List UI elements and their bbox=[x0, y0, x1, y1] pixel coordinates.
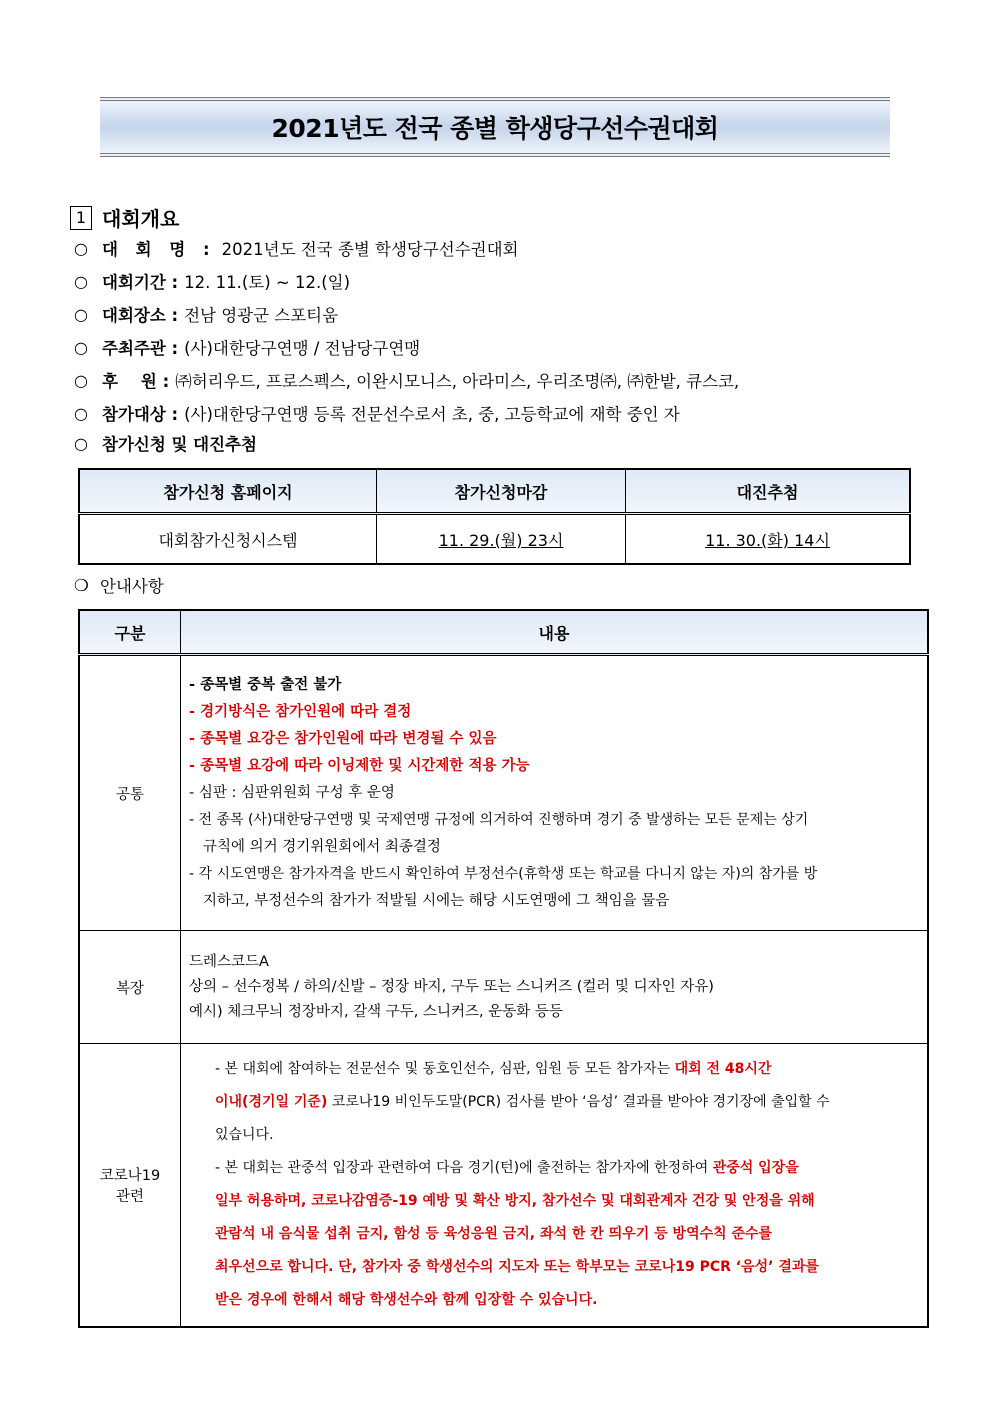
cell-draw bbox=[626, 514, 911, 565]
section-heading bbox=[70, 203, 179, 232]
guide-table bbox=[78, 609, 929, 1328]
corona-category-line: 코로나19 bbox=[99, 1167, 161, 1184]
dress-line: 예시) 체크무늬 정장바지, 갈색 구두, 스니커즈, 운동화 등등 bbox=[189, 1003, 563, 1020]
circle-bullet-icon: ○ bbox=[74, 337, 88, 357]
header-deadline: 참가신청마감 bbox=[377, 469, 626, 514]
content-dress bbox=[181, 931, 929, 1044]
cell-homepage: 대회참가신청시스템 bbox=[79, 514, 377, 565]
corona-line: 받은 경우에 한해서 해당 학생선수와 함께 입장할 수 있습니다. bbox=[215, 1291, 598, 1308]
info-value: (사)대한당구연맹 등록 전문선수로서 초, 중, 고등학교에 재학 중인 자 bbox=[184, 405, 680, 424]
common-line: - 종목별 중복 출전 불가 bbox=[189, 676, 342, 693]
corona-text: - 본 대회에 참여하는 전문선수 및 동호인선수, 심판, 임원 등 모든 참가자는 bbox=[215, 1060, 675, 1077]
info-row-host bbox=[74, 335, 420, 359]
category-common: 공통 bbox=[79, 655, 181, 931]
corona-line: 최우선으로 합니다. 단, 참가자 중 학생선수의 지도자 또는 학부모는 코로나19 PCR ‘음성’ 결과를 bbox=[215, 1258, 819, 1275]
header-homepage: 참가신청 홈페이지 bbox=[79, 469, 377, 514]
cell-deadline bbox=[377, 514, 626, 565]
common-line: - 경기방식은 참가인원에 따라 결정 bbox=[189, 703, 412, 720]
corona-line: 일부 허용하며, 코로나감염증-19 예방 및 확산 방지, 참가선수 및 대회관계자 건강 및 안정을 위해 bbox=[215, 1192, 815, 1209]
corona-highlight: 관중석 입장을 bbox=[712, 1159, 799, 1176]
circle-bullet-icon: ○ bbox=[74, 238, 88, 258]
corona-line: 있습니다. bbox=[215, 1126, 274, 1143]
application-table bbox=[78, 468, 911, 565]
circle-bullet-icon: ○ bbox=[74, 304, 88, 324]
document-title: 2021년도 전국 종별 학생당구선수권대회 bbox=[271, 114, 719, 143]
corona-text: 코로나19 비인두도말(PCR) 검사를 받아 ‘음성’ 결과를 받아야 경기장에 출입할 수 bbox=[327, 1093, 830, 1110]
info-value: (사)대한당구연맹 / 전남당구연맹 bbox=[184, 339, 421, 358]
info-value: 12. 11.(토) ~ 12.(일) bbox=[184, 273, 351, 292]
common-line: - 전 종목 (사)대한당구연맹 및 국제연맹 규정에 의거하여 진행하며 경기 중 발생하는 모든 문제는 상기 bbox=[189, 811, 809, 828]
dress-line: 상의 – 선수정복 / 하의/신발 – 정장 바지, 구두 또는 스니커즈 (컬러 및 디자인 자유) bbox=[189, 978, 714, 995]
corona-line bbox=[189, 1086, 919, 1119]
info-label: 참가대상 : bbox=[102, 405, 179, 424]
title-banner bbox=[100, 97, 890, 157]
circle-bullet-icon: ○ bbox=[74, 433, 88, 453]
header-category: 구분 bbox=[79, 610, 181, 655]
info-row-period bbox=[74, 269, 350, 293]
info-row-application bbox=[74, 431, 257, 455]
hollow-bullet-icon: ❍ bbox=[74, 575, 89, 595]
dress-line: 드레스코드A bbox=[189, 953, 269, 970]
corona-highlight: 이내(경기일 기준) bbox=[215, 1093, 328, 1110]
section-number: 1 bbox=[70, 206, 92, 230]
info-label: 주최주관 : bbox=[102, 339, 179, 358]
draw-text: 11. 30.(화) 14시 bbox=[705, 530, 830, 550]
info-row-name bbox=[74, 236, 518, 260]
deadline-text: 11. 29.(월) 23시 bbox=[438, 530, 564, 550]
info-label: 대회기간 : bbox=[102, 273, 179, 292]
guide-heading bbox=[74, 573, 164, 597]
category-corona bbox=[79, 1044, 181, 1327]
info-label: 후 원 : bbox=[102, 372, 170, 391]
common-line: 지하고, 부정선수의 참가가 적발될 시에는 해당 시도연맹에 그 책임을 물음 bbox=[203, 892, 670, 909]
info-label: 대회장소 : bbox=[102, 306, 179, 325]
info-value: 2021년도 전국 종별 학생당구선수권대회 bbox=[221, 240, 519, 259]
info-value: 전남 영광군 스포티움 bbox=[184, 306, 339, 325]
info-label: 참가신청 및 대진추첨 bbox=[102, 435, 257, 454]
header-draw: 대진추첨 bbox=[626, 469, 911, 514]
info-row-venue bbox=[74, 302, 338, 326]
corona-line: 관람석 내 음식물 섭취 금지, 함성 등 육성응원 금지, 좌석 한 칸 띄우기 등 방역수칙 준수를 bbox=[215, 1225, 773, 1242]
info-row-sponsor bbox=[74, 368, 739, 392]
content-common bbox=[181, 655, 929, 931]
content-corona bbox=[181, 1044, 929, 1327]
corona-category-line: 관련 bbox=[115, 1188, 144, 1205]
guide-heading-text: 안내사항 bbox=[100, 577, 164, 596]
section-title: 대회개요 bbox=[102, 207, 180, 231]
common-line: - 각 시도연맹은 참가자격을 반드시 확인하여 부정선수(휴학생 또는 학교를 다니지 않는 자)의 참가를 방 bbox=[189, 865, 818, 882]
corona-line bbox=[189, 1152, 919, 1185]
common-line: - 종목별 요강은 참가인원에 따라 변경될 수 있음 bbox=[189, 730, 497, 747]
circle-bullet-icon: ○ bbox=[74, 271, 88, 291]
circle-bullet-icon: ○ bbox=[74, 370, 88, 390]
common-line: - 심판 : 심판위원회 구성 후 운영 bbox=[189, 784, 395, 801]
info-row-eligibility bbox=[74, 401, 680, 425]
corona-line bbox=[189, 1053, 919, 1086]
category-dress: 복장 bbox=[79, 931, 181, 1044]
corona-text: - 본 대회는 관중석 입장과 관련하여 다음 경기(턴)에 출전하는 참가자에 한정하여 bbox=[215, 1159, 713, 1176]
corona-highlight: 대회 전 48시간 bbox=[674, 1060, 772, 1077]
info-label: 대 회 명 : bbox=[102, 240, 216, 259]
common-line: - 종목별 요강에 따라 이닝제한 및 시간제한 적용 가능 bbox=[189, 757, 530, 774]
info-value: ㈜허리우드, 프로스펙스, 이완시모니스, 아라미스, 우리조명㈜, ㈜한밭, 큐스코, bbox=[175, 372, 740, 391]
header-content: 내용 bbox=[181, 610, 929, 655]
common-line: 규칙에 의거 경기위원회에서 최종결정 bbox=[203, 838, 441, 855]
circle-bullet-icon: ○ bbox=[74, 403, 88, 423]
